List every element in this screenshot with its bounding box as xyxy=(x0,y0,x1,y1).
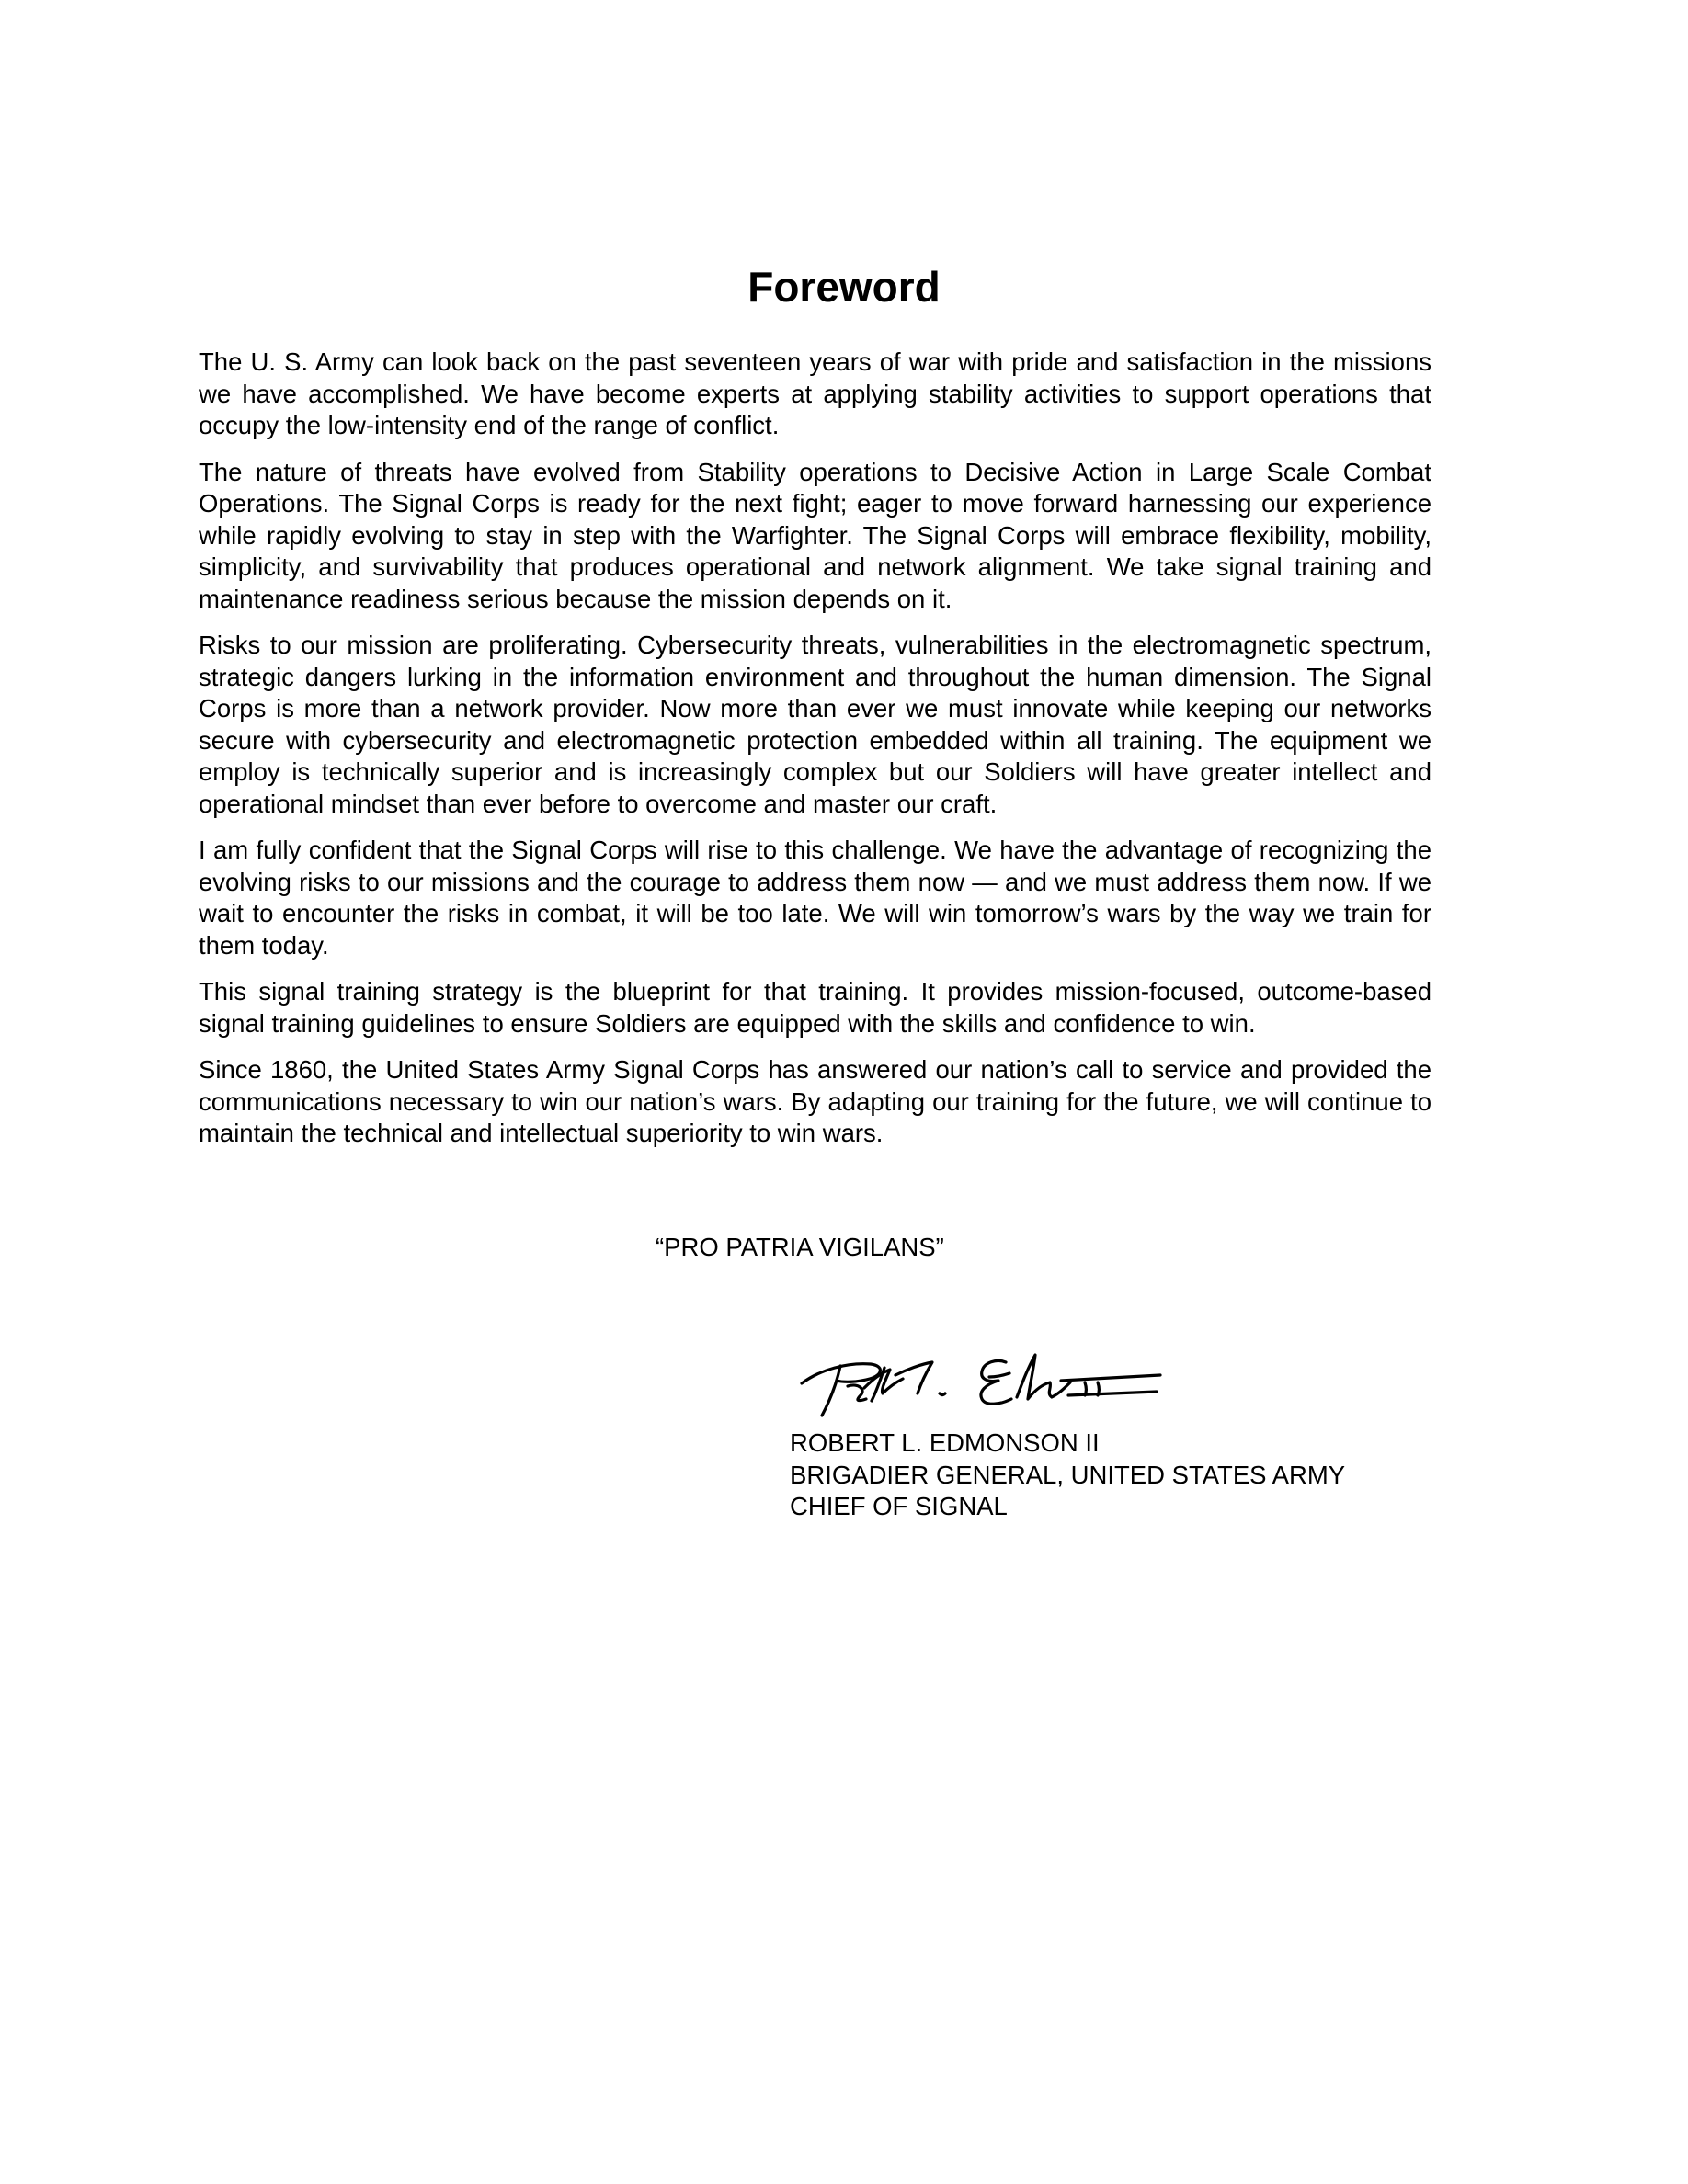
paragraph-4: I am fully confident that the Signal Corps will rise to this challenge. We have the advantage of recognizing the evolving risks to our missions and the courage to address them now — and we must address them now. If we wait to encounter the risks in combat, it will be too late. We will win tomorrow’s wars by the way we train for them today. xyxy=(199,836,1431,960)
signer-rank: BRIGADIER GENERAL, UNITED STATES ARMY xyxy=(790,1460,1346,1489)
paragraph-3: Risks to our mission are proliferating. Cybersecurity threats, vulnerabilities in the electromagnetic spectrum, strategic dangers lurking in the information environment and throughout the human dimension. The Signal Corps is more than a network provider. Now more than ever we must innovate while keeping our networks secure with cybersecurity and electromagnetic protection embedded within all training. The equipment we employ is technically superior and is increasingly complex but our Soldiers will have greater intellect and operational mindset than ever before to overcome and master our craft. xyxy=(199,631,1431,818)
paragraph-5: This signal training strategy is the blueprint for that training. It provides mission-focused, outcome-based signal training guidelines to ensure Soldiers are equipped with the skills and confidence to win. xyxy=(199,977,1431,1038)
paragraph-2: The nature of threats have evolved from Stability operations to Decisive Action in Large Scale Combat Operations. The Signal Corps is ready for the next fight; eager to move forward harnessing our experience while rapidly evolving to stay in step with the Warfighter. The Signal Corps will embrace flexibility, mobility, simplicity, and survivability that produces operational and network alignment. We take signal training and maintenance readiness serious because the mission depends on it. xyxy=(199,457,1431,613)
foreword-body xyxy=(199,347,1431,1165)
handwritten-signature xyxy=(793,1342,1179,1425)
motto: “PRO PATRIA VIGILANS” xyxy=(656,1233,944,1261)
signature-block xyxy=(790,1428,1345,1523)
paragraph-1: The U. S. Army can look back on the past seventeen years of war with pride and satisfaction in the missions we have accomplished. We have become experts at applying stability activities to support operations that occupy the low-intensity end of the range of conflict. xyxy=(199,347,1431,439)
signer-position: CHIEF OF SIGNAL xyxy=(790,1492,1008,1520)
signer-name: ROBERT L. EDMONSON II xyxy=(790,1428,1100,1457)
paragraph-6: Since 1860, the United States Army Signal Corps has answered our nation’s call to service and provided the communications necessary to win our nation’s wars. By adapting our training for the future, we will continue to maintain the technical and intellectual superiority to win wars. xyxy=(199,1055,1431,1147)
page-title: Foreword xyxy=(747,263,941,311)
